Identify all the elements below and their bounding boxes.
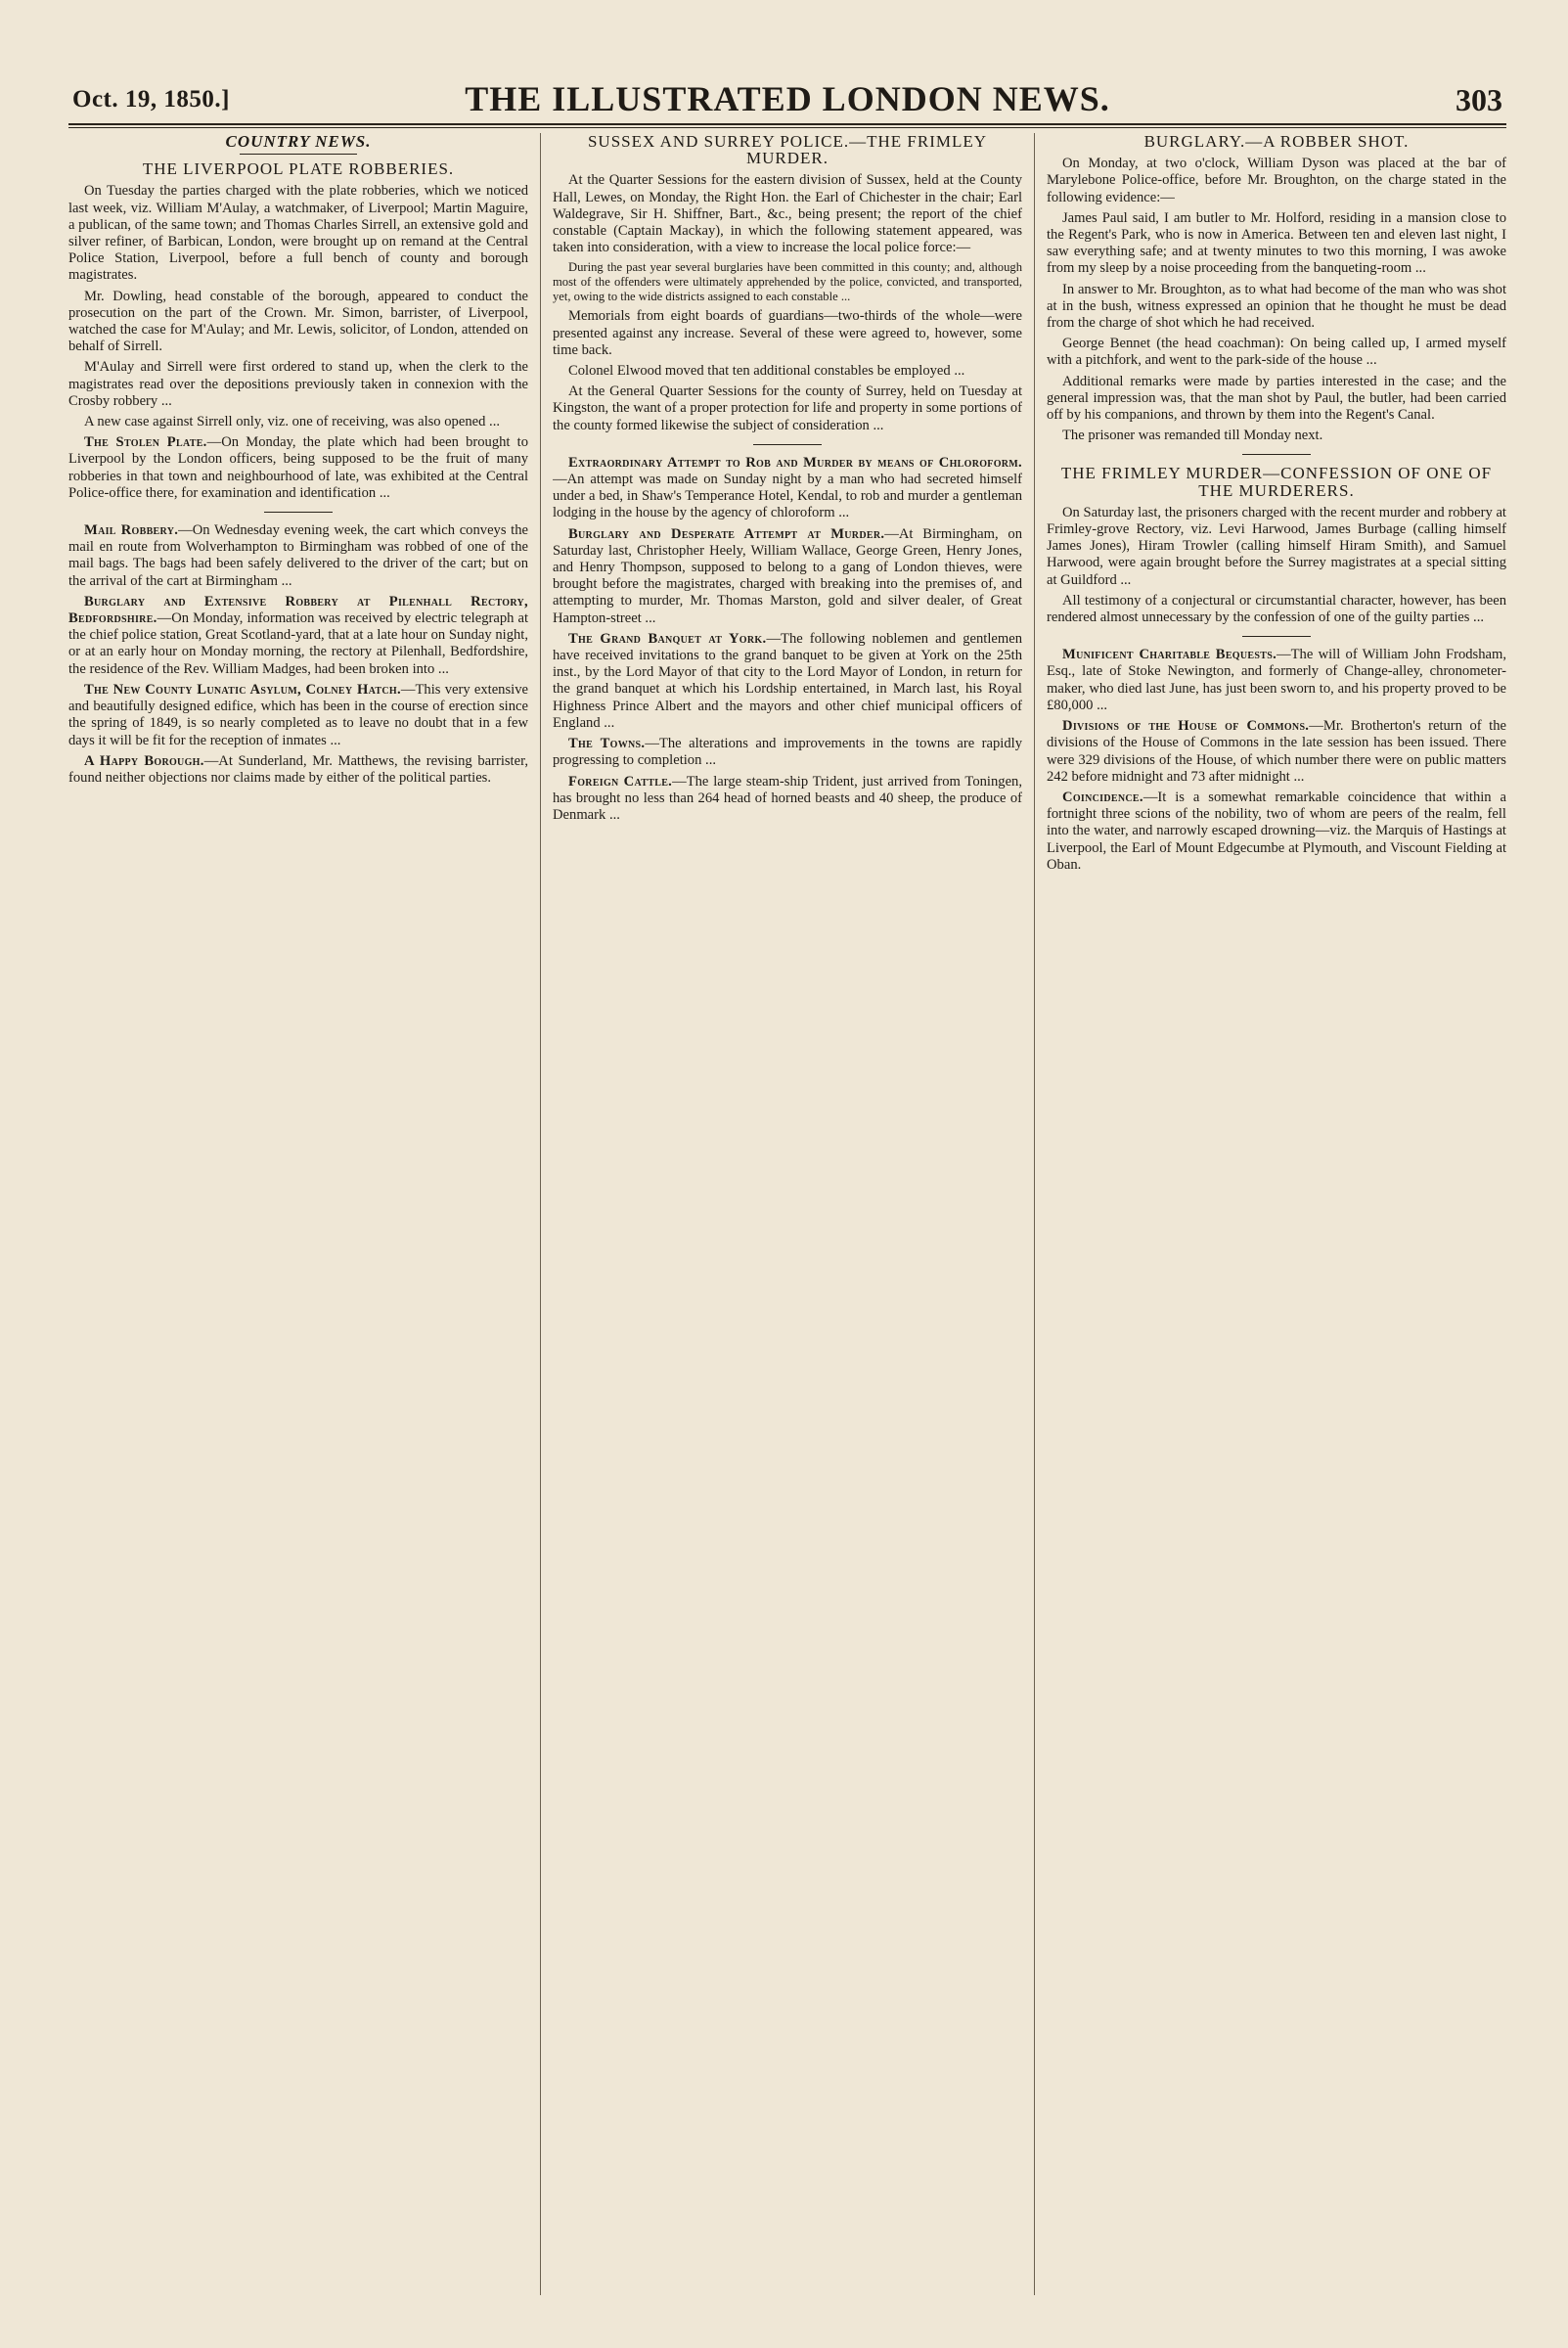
article-body: —An attempt was made on Sunday night by a man who had secreted himself under a bed, in Shaw's Temperance Hotel, Kendal, to rob and murder a gentleman lodging in the house by the agency of chloroform ... — [553, 472, 1022, 521]
article-lead: Coincidence. — [1062, 789, 1143, 805]
column-2 — [553, 133, 1022, 2295]
article-paragraph — [1047, 647, 1506, 714]
article-lead: The Grand Banquet at York. — [568, 630, 767, 647]
article-paragraph: M'Aulay and Sirrell were first ordered to stand up, when the clerk to the magistrates read over the depositions previously taken in connexion with the Crosby robbery ... — [68, 359, 528, 409]
section-title: COUNTRY NEWS. — [225, 133, 372, 151]
article-lead: Extraordinary Attempt to Rob and Murder by means of Chloroform. — [568, 454, 1022, 471]
article-body: —At Sunderland, Mr. Matthews, the revising barrister, found neither objections nor claims made by either of the political parties. — [68, 752, 528, 786]
article-heading: BURGLARY.—A ROBBER SHOT. — [1143, 133, 1410, 151]
article-body: —The large steam-ship Trident, just arrived from Toningen, has brought no less than 264 head of horned beasts and 40 sheep, the produce of Denmark ... — [553, 773, 1022, 823]
article-lead: The Stolen Plate. — [84, 434, 207, 451]
article-lead: Foreign Cattle. — [568, 773, 673, 790]
article-separator — [753, 444, 822, 445]
article-separator — [264, 512, 333, 513]
masthead-rule — [68, 127, 1506, 128]
article-lead: The Towns. — [568, 736, 646, 752]
page-number: 303 — [1456, 82, 1502, 117]
article-paragraph: Colonel Elwood moved that ten additional constables be employed ... — [568, 363, 965, 380]
article-paragraph: On Monday, at two o'clock, William Dyson was placed at the bar of Marylebone Police-office, before Mr. Broughton, on the charge stated in the following evidence:— — [1047, 156, 1506, 205]
article-body: —It is a somewhat remarkable coincidence that within a fortnight three scions of the nobility, two of whom are peers of the realm, fell into the water, and narrowly escaped drowning—viz. the Marquis of Hastings at Liverpool, the Earl of Mount Edgecumbe at Plymouth, and Viscount Fielding at Oban. — [1047, 789, 1506, 873]
article-body: —Mr. Brotherton's return of the divisions of the House of Commons in the late session has been issued. There were 329 divisions of the House, of which number there were on public matters 242 before midnight and 73 after midnight ... — [1047, 718, 1506, 785]
article-paragraph — [1047, 790, 1506, 874]
article-paragraph: At the Quarter Sessions for the eastern division of Sussex, held at the County Hall, Lewes, on Monday, the Right Hon. the Earl of Chichester in the chair; Earl Waldegrave, Sir H. Shiffner, Bart., &c., being present; the report of the chief constable (Captain Mackay), in which the following statement appeared, was taken into consideration, with a view to increase the local police force:— — [553, 172, 1022, 256]
article-paragraph — [1047, 718, 1506, 786]
article-body: —The alterations and improvements in the towns are rapidly progressing to completion ... — [553, 736, 1022, 769]
column-1 — [68, 133, 528, 2295]
article-paragraph: Mr. Dowling, head constable of the borough, appeared to conduct the prosecution on the part of the Crown. Mr. Simon, barrister, of Liverpool, watched the case for M'Aulay; and Mr. Lewis, solicitor, of London, attended on behalf of Sirrell. — [68, 288, 528, 355]
article-paragraph: Memorials from eight boards of guardians—two-thirds of the whole—were presented against any increase. Several of these were agreed to, however, some time back. — [553, 308, 1022, 358]
article-paragraph — [68, 434, 528, 502]
article-body: —The will of William John Frodsham, Esq., late of Stoke Newington, and formerly of Change-alley, chronometer-maker, who died last June, has just been sworn to, and his property proved to be £80,000 ... — [1047, 647, 1506, 713]
article-lead: Burglary and Extensive Robbery at Pilenhall Rectory, Bedfordshire. — [68, 593, 528, 627]
article-paragraph — [68, 522, 528, 590]
article-paragraph: George Bennet (the head coachman): On being called up, I armed myself with a pitchfork, and went to the park-side of the house ... — [1047, 336, 1506, 369]
article-paragraph: Additional remarks were made by parties interested in the case; and the general impression was, that the man shot by Paul, the butler, had been carried off by his companions, and thrown by them into the Regent's Canal. — [1047, 373, 1506, 424]
article-paragraph — [68, 594, 528, 678]
article-paragraph — [68, 682, 528, 749]
article-paragraph: All testimony of a conjectural or circumstantial character, however, has been rendered almost unnecessary by the confession of one of the guilty parties ... — [1047, 592, 1506, 626]
masthead — [68, 76, 1506, 125]
column-3 — [1047, 133, 1506, 2295]
article-lead: A Happy Borough. — [84, 752, 204, 769]
article-paragraph: On Tuesday the parties charged with the plate robberies, which we noticed last week, viz. William M'Aulay, a watchmaker, of Liverpool; Martin Maguire, a publican, of the same town; and Thomas Charles Sirrell, an extensive gold and silver refiner, of Barbican, London, were brought up on remand at the Central Police Station, Liverpool, before a full bench of county and borough magistrates. — [68, 183, 528, 284]
article-paragraph: On Saturday last, the prisoners charged with the recent murder and robbery at Frimley-grove Rectory, viz. Levi Harwood, James Burbage (calling himself James Jones), Hiram Trowler (calling himself Hiram Smith), and Samuel Harwood, were again brought before the Surrey magistrates at a special sitting at Guildford ... — [1047, 504, 1506, 588]
article-lead: Mail Robbery. — [84, 522, 179, 539]
article-paragraph — [553, 455, 1022, 522]
article-lead: Burglary and Desperate Attempt at Murder. — [568, 525, 885, 542]
article-body: —This very extensive and beautifully designed edifice, which has been in the course of erection since the spring of 1849, is so nearly completed as to leave no doubt that in a few days it will be fit for the reception of inmates ... — [68, 681, 528, 748]
article-heading: THE LIVERPOOL PLATE ROBBERIES. — [142, 159, 455, 179]
article-lead: Divisions of the House of Commons. — [1062, 718, 1310, 735]
article-body: —On Monday, information was received by electric telegraph at the chief police station, Great Scotland-yard, that at a late hour on Sunday night, or at an early hour on Monday morning, the rectory at Pilenhall, Bedfordshire, the residence of the Rev. William Madges, had been broken into ... — [68, 610, 528, 677]
article-body: —The following noblemen and gentlemen have received invitations to the grand banquet to be given at York on the 25th inst., by the Lord Mayor of that city to the Lord Mayor of London, in return for the grand banquet at which his Lordship entertained, in March last, his Royal Highness Prince Albert and the mayors and other chief municipal officers of England ... — [553, 630, 1022, 731]
section-underline — [240, 154, 357, 155]
article-paragraph: A new case against Sirrell only, viz. one of receiving, was also opened ... — [84, 414, 500, 430]
article-body: —On Monday, the plate which had been brought to Liverpool by the London officers, being supposed to be the fruit of many robberies in that town and neighbourhood of late, was exhibited at the Central Police-office there, for examination and identification ... — [68, 434, 528, 501]
article-heading: THE FRIMLEY MURDER—CONFESSION OF ONE OF THE MURDERERS. — [1060, 464, 1493, 500]
article-body: —At Birmingham, on Saturday last, Christopher Heely, William Wallace, George Green, Henry Jones, and Henry Thompson, supposed to belong to a gang of London thieves, were brought before the magistrates, charged with breaking into the premises of, and attempting to murder, Mr. Thomas Marston, gold and silver dealer, of Great Hampton-street ... — [553, 525, 1022, 626]
column-rule — [1034, 133, 1035, 2295]
article-paragraph — [553, 526, 1022, 627]
article-paragraph: James Paul said, I am butler to Mr. Holford, residing in a mansion close to the Regent's Park, who is now in America. Between ten and eleven last night, I saw everything safe; and at twenty minutes to two this morning, I was awoke from my sleep by a noise proceeding from the banqueting-room ... — [1047, 209, 1506, 277]
article-paragraph: At the General Quarter Sessions for the county of Surrey, held on Tuesday at Kingston, the want of a proper protection for life and property in some portions of the county formed likewise the subject of consideration ... — [553, 384, 1022, 433]
article-paragraph: In answer to Mr. Broughton, as to what had become of the man who was shot at in the bush, witness expressed an opinion that he thought he must be dead from the charge of shot which he had received. — [1047, 281, 1506, 332]
article-lead: The New County Lunatic Asylum, Colney Hatch. — [84, 681, 401, 698]
newspaper-title: THE ILLUSTRATED LONDON NEWS. — [465, 79, 1110, 118]
article-quote: During the past year several burglaries have been committed in this county; and, although most of the offenders were ultimately apprehended by the police, convicted, and transported, yet, owing to the wide districts assigned to each constable ... — [553, 260, 1022, 304]
article-paragraph — [553, 631, 1022, 732]
article-paragraph — [68, 753, 528, 787]
issue-date: Oct. 19, 1850.] — [72, 86, 230, 113]
article-paragraph — [553, 736, 1022, 769]
article-paragraph: The prisoner was remanded till Monday next. — [1062, 428, 1323, 444]
article-lead: Munificent Charitable Bequests. — [1062, 647, 1277, 663]
article-paragraph — [553, 774, 1022, 825]
article-body: —On Wednesday evening week, the cart which conveys the mail en route from Wolverhampton to Birmingham was robbed of one of the mail bags. The bags had been safely delivered to the driver of the cart; but on the arrival of the cart at Birmingham ... — [68, 522, 528, 589]
article-heading: SUSSEX AND SURREY POLICE.—THE FRIMLEY MURDER. — [587, 133, 988, 168]
article-separator — [1242, 636, 1311, 637]
article-separator — [1242, 454, 1311, 455]
column-rule — [540, 133, 541, 2295]
